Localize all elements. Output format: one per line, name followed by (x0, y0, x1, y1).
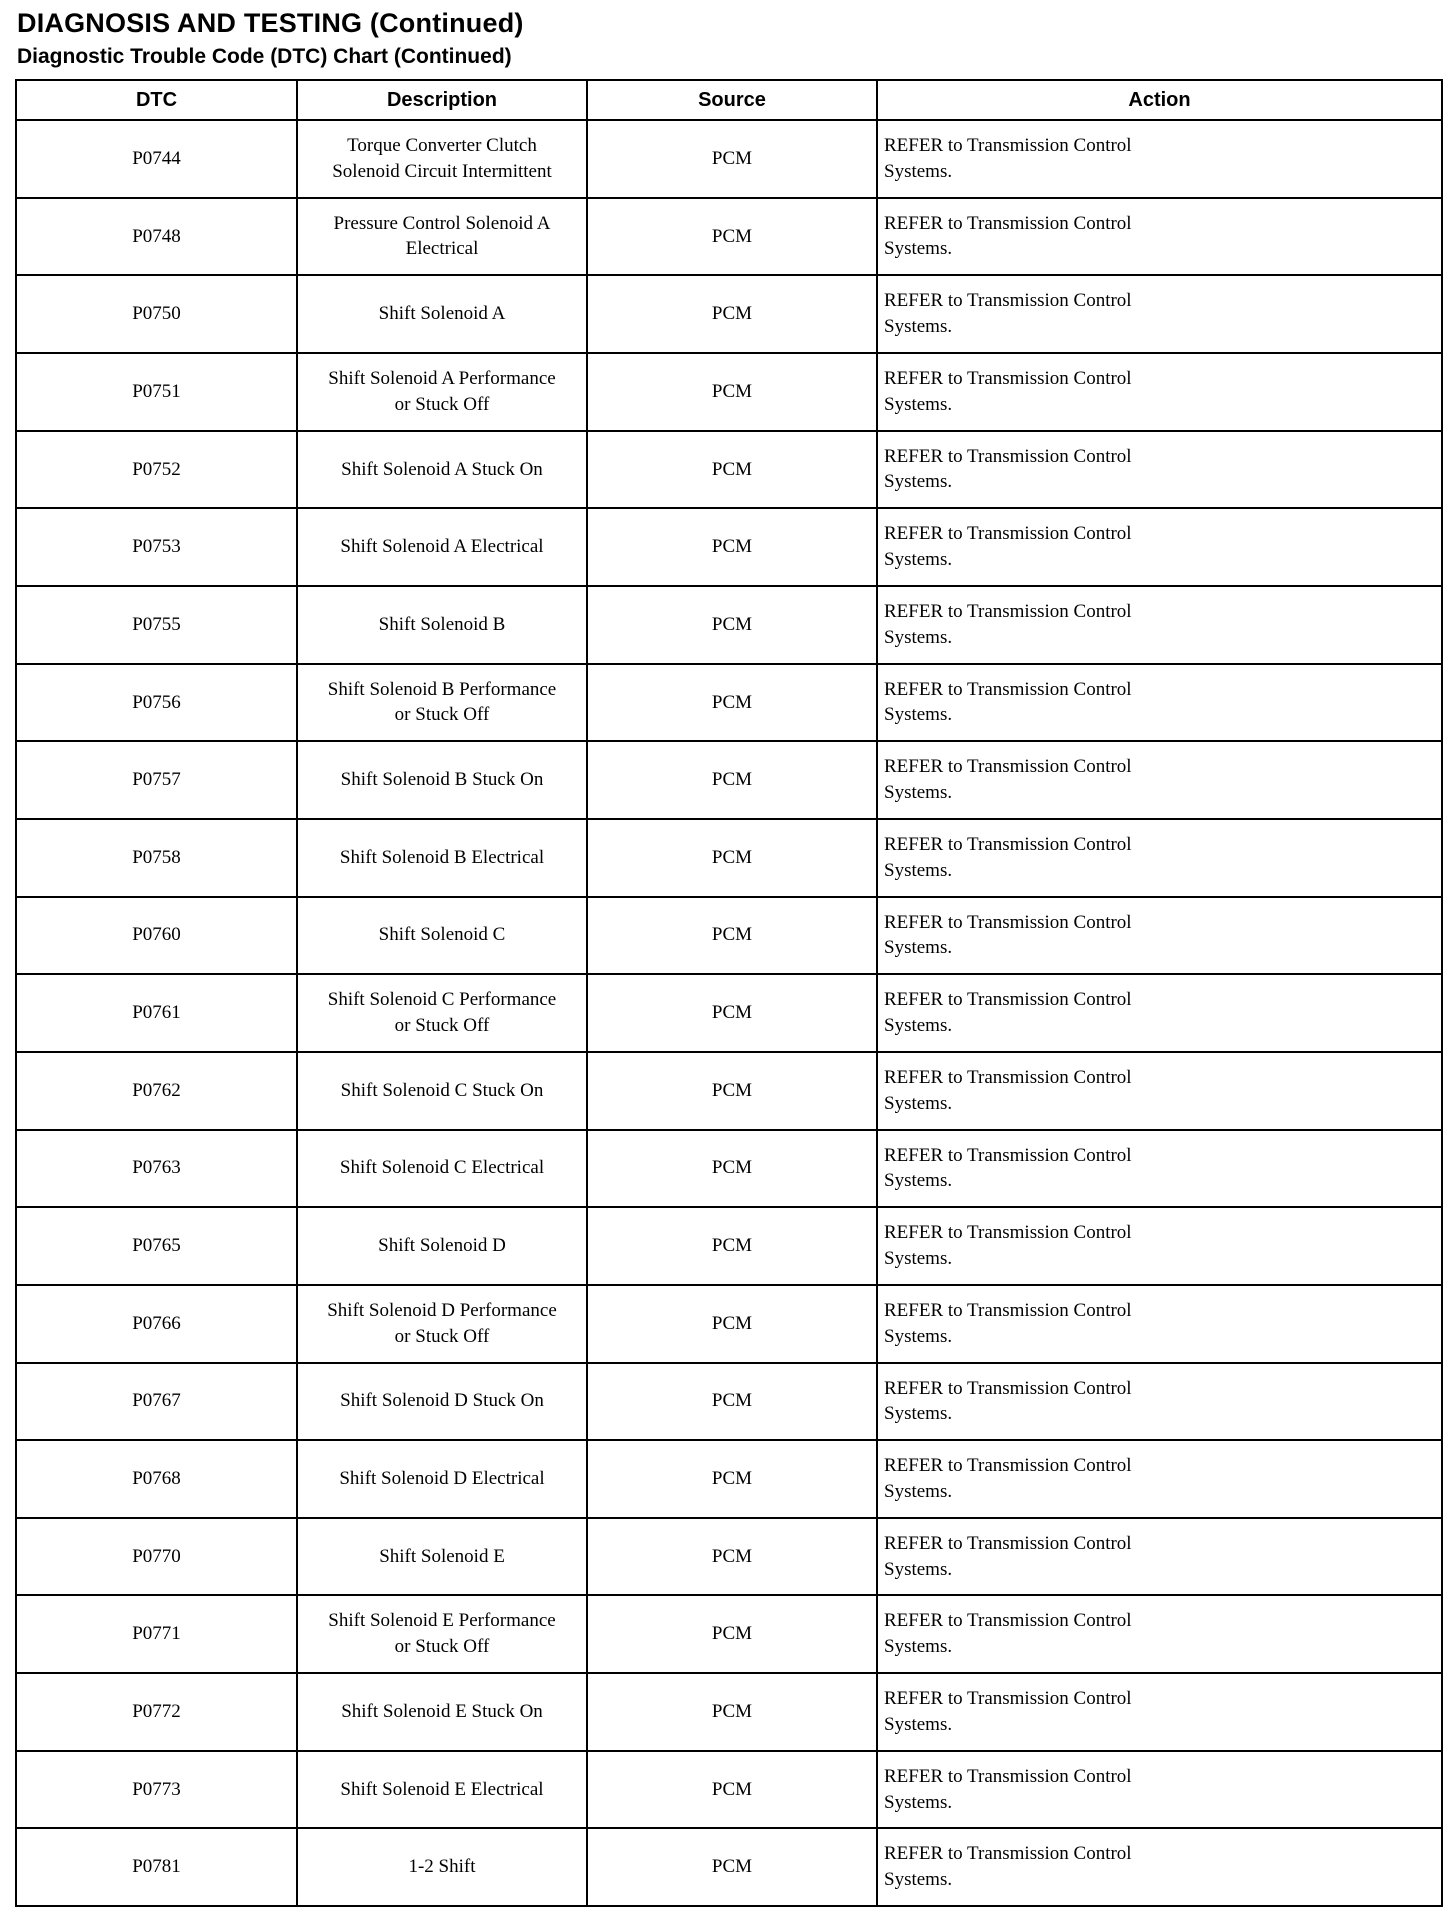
description-cell (297, 1207, 587, 1285)
action-cell (877, 431, 1442, 509)
source-cell: PCM (587, 1052, 877, 1130)
action-text: REFER to Transmission Control Systems. (884, 1377, 1132, 1425)
dtc-cell: P0771 (16, 1595, 297, 1673)
table-header-dtc: DTC (16, 80, 297, 120)
description-text: Shift Solenoid C Performance or Stuck Off (327, 989, 557, 1037)
action-cell (877, 275, 1442, 353)
action-text: REFER to Transmission Control Systems. (884, 1222, 1132, 1270)
table-row (16, 819, 1442, 897)
table-header-source: Source (587, 80, 877, 120)
description-cell (297, 431, 587, 509)
action-text: REFER to Transmission Control Systems. (884, 1299, 1132, 1347)
description-text: Shift Solenoid C (378, 924, 506, 946)
page-title: DIAGNOSIS AND TESTING (Continued) (17, 8, 524, 38)
action-cell (877, 1363, 1442, 1441)
description-text: Shift Solenoid C Electrical (339, 1157, 545, 1179)
source-cell: PCM (587, 586, 877, 664)
description-cell (297, 1751, 587, 1829)
source-cell: PCM (587, 1673, 877, 1751)
action-text: REFER to Transmission Control Systems. (884, 600, 1132, 648)
action-text: REFER to Transmission Control Systems. (884, 1610, 1132, 1658)
table-row (16, 1828, 1442, 1906)
table-row (16, 1440, 1442, 1518)
source-cell: PCM (587, 275, 877, 353)
description-text: Shift Solenoid C Stuck On (340, 1079, 544, 1101)
action-cell (877, 1828, 1442, 1906)
action-cell (877, 897, 1442, 975)
source-cell: PCM (587, 974, 877, 1052)
action-cell (877, 741, 1442, 819)
action-text: REFER to Transmission Control Systems. (884, 911, 1132, 959)
description-text: Shift Solenoid A Electrical (340, 536, 544, 558)
action-text: REFER to Transmission Control Systems. (884, 290, 1132, 338)
description-cell (297, 1595, 587, 1673)
dtc-cell: P0751 (16, 353, 297, 431)
action-cell (877, 1285, 1442, 1363)
table-row (16, 1363, 1442, 1441)
description-text: Shift Solenoid E Performance or Stuck Off (328, 1610, 556, 1658)
source-cell: PCM (587, 741, 877, 819)
dtc-cell: P0760 (16, 897, 297, 975)
table-header-description: Description (297, 80, 587, 120)
action-cell (877, 1673, 1442, 1751)
dtc-cell: P0753 (16, 508, 297, 586)
dtc-cell: P0744 (16, 120, 297, 198)
description-cell (297, 1363, 587, 1441)
dtc-cell: P0766 (16, 1285, 297, 1363)
action-cell (877, 1751, 1442, 1829)
source-cell: PCM (587, 198, 877, 276)
action-text: REFER to Transmission Control Systems. (884, 756, 1132, 804)
table-row (16, 897, 1442, 975)
table-row (16, 1207, 1442, 1285)
dtc-cell: P0761 (16, 974, 297, 1052)
action-text: REFER to Transmission Control Systems. (884, 1532, 1132, 1580)
action-cell (877, 1518, 1442, 1596)
description-cell (297, 1828, 587, 1906)
description-text: Shift Solenoid B Stuck On (340, 769, 544, 791)
dtc-cell: P0748 (16, 198, 297, 276)
dtc-cell: P0772 (16, 1673, 297, 1751)
source-cell: PCM (587, 897, 877, 975)
description-cell (297, 275, 587, 353)
description-text: Shift Solenoid B Performance or Stuck Off (327, 678, 557, 726)
dtc-cell: P0756 (16, 664, 297, 742)
description-text: Shift Solenoid E Electrical (340, 1778, 544, 1800)
source-cell: PCM (587, 664, 877, 742)
source-cell: PCM (587, 1828, 877, 1906)
table-row (16, 353, 1442, 431)
table-row (16, 1052, 1442, 1130)
dtc-cell: P0755 (16, 586, 297, 664)
description-text: Shift Solenoid E (379, 1545, 505, 1567)
description-cell (297, 741, 587, 819)
table-row (16, 198, 1442, 276)
action-cell (877, 120, 1442, 198)
table-row (16, 431, 1442, 509)
table-row (16, 120, 1442, 198)
description-cell (297, 353, 587, 431)
description-text: Torque Converter Clutch Solenoid Circuit Intermittent (332, 135, 552, 182)
source-cell: PCM (587, 1440, 877, 1518)
source-cell: PCM (587, 819, 877, 897)
description-text: Shift Solenoid D Stuck On (340, 1390, 544, 1412)
action-text: REFER to Transmission Control Systems. (884, 367, 1132, 415)
action-cell (877, 1130, 1442, 1208)
description-cell (297, 1440, 587, 1518)
description-cell (297, 1052, 587, 1130)
description-cell (297, 664, 587, 742)
dtc-cell: P0781 (16, 1828, 297, 1906)
dtc-table-header (16, 80, 1442, 120)
description-text: Shift Solenoid B Electrical (339, 846, 545, 868)
description-text: Shift Solenoid D Electrical (339, 1468, 545, 1490)
dtc-table-body (16, 120, 1442, 1906)
dtc-cell: P0750 (16, 275, 297, 353)
source-cell: PCM (587, 1518, 877, 1596)
action-cell (877, 586, 1442, 664)
description-cell (297, 1518, 587, 1596)
table-header-row (16, 80, 1442, 120)
table-row (16, 1518, 1442, 1596)
description-cell (297, 508, 587, 586)
action-cell (877, 1207, 1442, 1285)
table-row (16, 586, 1442, 664)
action-text: REFER to Transmission Control Systems. (884, 1843, 1132, 1891)
table-row (16, 1751, 1442, 1829)
action-text: REFER to Transmission Control Systems. (884, 1144, 1132, 1192)
action-cell (877, 819, 1442, 897)
table-row (16, 741, 1442, 819)
action-cell (877, 198, 1442, 276)
description-cell (297, 1285, 587, 1363)
action-text: REFER to Transmission Control Systems. (884, 135, 1132, 182)
dtc-cell: P0752 (16, 431, 297, 509)
action-text: REFER to Transmission Control Systems. (884, 1455, 1132, 1502)
action-text: REFER to Transmission Control Systems. (884, 1066, 1132, 1114)
action-text: REFER to Transmission Control Systems. (884, 678, 1132, 726)
action-text: REFER to Transmission Control Systems. (884, 445, 1132, 493)
action-text: REFER to Transmission Control Systems. (884, 1765, 1132, 1813)
dtc-cell: P0768 (16, 1440, 297, 1518)
description-text: Pressure Control Solenoid A Electrical (333, 212, 551, 260)
action-cell (877, 1440, 1442, 1518)
source-cell: PCM (587, 1130, 877, 1208)
action-cell (877, 664, 1442, 742)
dtc-cell: P0763 (16, 1130, 297, 1208)
dtc-cell: P0757 (16, 741, 297, 819)
description-text: Shift Solenoid D Performance or Stuck Off (327, 1299, 557, 1347)
source-cell: PCM (587, 508, 877, 586)
action-cell (877, 508, 1442, 586)
dtc-cell: P0773 (16, 1751, 297, 1829)
action-text: REFER to Transmission Control Systems. (884, 989, 1132, 1037)
action-text: REFER to Transmission Control Systems. (884, 833, 1132, 881)
description-cell (297, 198, 587, 276)
description-text: Shift Solenoid B (378, 613, 506, 635)
table-row (16, 508, 1442, 586)
table-row (16, 1285, 1442, 1363)
description-cell (297, 897, 587, 975)
source-cell: PCM (587, 1363, 877, 1441)
description-cell (297, 1130, 587, 1208)
dtc-cell: P0765 (16, 1207, 297, 1285)
description-text: Shift Solenoid D (378, 1235, 506, 1257)
action-cell (877, 353, 1442, 431)
table-row (16, 664, 1442, 742)
description-cell (297, 1673, 587, 1751)
dtc-cell: P0758 (16, 819, 297, 897)
dtc-table (15, 79, 1443, 1907)
description-cell (297, 819, 587, 897)
action-cell (877, 1595, 1442, 1673)
action-text: REFER to Transmission Control Systems. (884, 1688, 1132, 1735)
description-text: Shift Solenoid E Stuck On (341, 1701, 543, 1723)
dtc-cell: P0762 (16, 1052, 297, 1130)
description-text: Shift Solenoid A Performance or Stuck Off (328, 367, 556, 415)
action-text: REFER to Transmission Control Systems. (884, 523, 1132, 571)
source-cell: PCM (587, 1285, 877, 1363)
dtc-cell: P0767 (16, 1363, 297, 1441)
source-cell: PCM (587, 1207, 877, 1285)
source-cell: PCM (587, 120, 877, 198)
description-cell (297, 974, 587, 1052)
description-text: 1-2 Shift (408, 1856, 476, 1878)
table-row (16, 1595, 1442, 1673)
table-row (16, 275, 1442, 353)
description-text: Shift Solenoid A Stuck On (341, 458, 543, 480)
table-row (16, 1673, 1442, 1751)
source-cell: PCM (587, 1595, 877, 1673)
action-text: REFER to Transmission Control Systems. (884, 212, 1132, 260)
source-cell: PCM (587, 431, 877, 509)
dtc-cell: P0770 (16, 1518, 297, 1596)
description-text: Shift Solenoid A (378, 303, 506, 325)
action-cell (877, 974, 1442, 1052)
action-cell (877, 1052, 1442, 1130)
table-row (16, 974, 1442, 1052)
description-cell (297, 586, 587, 664)
source-cell: PCM (587, 1751, 877, 1829)
table-header-action: Action (877, 80, 1442, 120)
source-cell: PCM (587, 353, 877, 431)
page-subtitle: Diagnostic Trouble Code (DTC) Chart (Continued) (17, 45, 512, 68)
description-cell (297, 120, 587, 198)
table-row (16, 1130, 1442, 1208)
